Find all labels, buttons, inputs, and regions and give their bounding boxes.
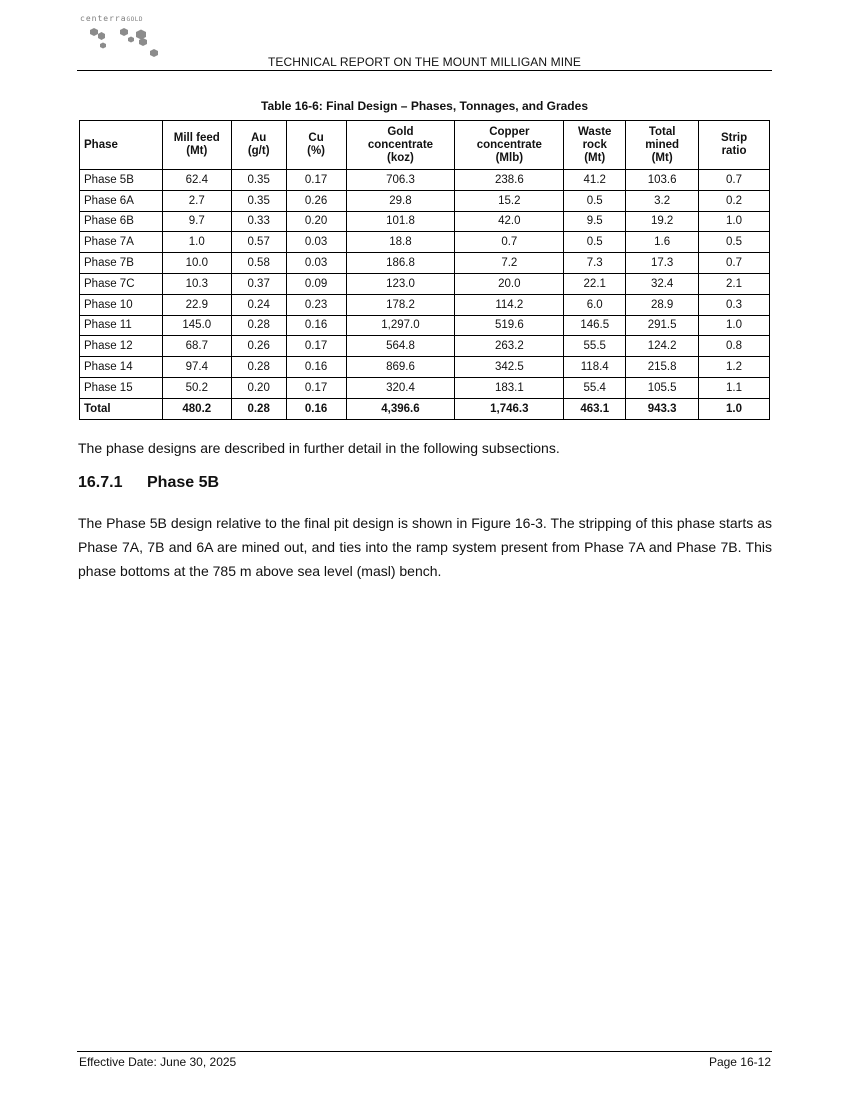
table-cell: 0.5 (699, 232, 770, 253)
section-title: Phase 5B (147, 474, 220, 491)
table-cell: 55.5 (564, 336, 626, 357)
table-cell: 15.2 (455, 190, 564, 211)
table-cell: 28.9 (626, 294, 699, 315)
table-cell: 0.28 (231, 315, 286, 336)
table-cell: 6.0 (564, 294, 626, 315)
col-header-gold-concentrate: Gold concentrate (koz) (346, 121, 455, 170)
table-cell: 0.20 (231, 377, 286, 398)
intro-paragraph: The phase designs are described in further detail in the following subsections. (78, 440, 560, 456)
table-cell: 1.0 (699, 315, 770, 336)
table-cell: 7.3 (564, 253, 626, 274)
body-paragraph: The Phase 5B design relative to the final pit design is shown in Figure 16-3. The stripping of this phase starts as Phase 7A, 7B and 6A are mined out, and ties into the ramp system present from Phase 7A and Phase 7B. This phase bottoms at the 785 m above sea level (masl) bench. (78, 515, 772, 579)
table-cell-phase: Total (80, 398, 163, 419)
table-cell: 0.23 (286, 294, 346, 315)
table-cell: 1.2 (699, 357, 770, 378)
table-cell: 118.4 (564, 357, 626, 378)
table-cell: 519.6 (455, 315, 564, 336)
table-row (80, 211, 770, 232)
table-cell: 263.2 (455, 336, 564, 357)
table-row (80, 357, 770, 378)
table-cell: 463.1 (564, 398, 626, 419)
table-cell: 18.8 (346, 232, 455, 253)
table-cell: 145.0 (162, 315, 231, 336)
table-cell: 0.16 (286, 357, 346, 378)
table-cell: 0.35 (231, 190, 286, 211)
table-cell: 9.7 (162, 211, 231, 232)
table-row (80, 190, 770, 211)
table-cell: 1.0 (162, 232, 231, 253)
table-cell: 0.03 (286, 232, 346, 253)
table-cell: 0.3 (699, 294, 770, 315)
table-cell: 0.09 (286, 273, 346, 294)
table-cell: 42.0 (455, 211, 564, 232)
table-cell: 291.5 (626, 315, 699, 336)
table-cell-phase: Phase 10 (80, 294, 163, 315)
col-header-phase: Phase (80, 121, 163, 170)
col-header-strip-ratio: Strip ratio (699, 121, 770, 170)
table-cell: 320.4 (346, 377, 455, 398)
table-cell: 103.6 (626, 170, 699, 191)
table-cell: 124.2 (626, 336, 699, 357)
table-cell-phase: Phase 11 (80, 315, 163, 336)
table-cell: 19.2 (626, 211, 699, 232)
table-cell: 55.4 (564, 377, 626, 398)
report-title: TECHNICAL REPORT ON THE MOUNT MILLIGAN MINE (267, 55, 581, 69)
table-cell: 17.3 (626, 253, 699, 274)
table-cell: 342.5 (455, 357, 564, 378)
table-cell: 97.4 (162, 357, 231, 378)
table-row (80, 253, 770, 274)
table-cell: 178.2 (346, 294, 455, 315)
table-cell-phase: Phase 5B (80, 170, 163, 191)
table-cell: 0.16 (286, 398, 346, 419)
table-cell: 0.28 (231, 357, 286, 378)
table-row (80, 273, 770, 294)
table-cell-phase: Phase 7C (80, 273, 163, 294)
table-cell: 20.0 (455, 273, 564, 294)
table-cell-phase: Phase 6A (80, 190, 163, 211)
table-cell: 564.8 (346, 336, 455, 357)
table-cell: 0.16 (286, 315, 346, 336)
table-cell: 0.33 (231, 211, 286, 232)
table-cell: 22.1 (564, 273, 626, 294)
table-cell: 0.17 (286, 377, 346, 398)
table-cell: 0.5 (564, 232, 626, 253)
table-cell: 0.17 (286, 170, 346, 191)
table-cell: 101.8 (346, 211, 455, 232)
table-cell: 0.26 (286, 190, 346, 211)
logo-wordmark (80, 14, 143, 23)
table-cell: 1.1 (699, 377, 770, 398)
table-header-row (80, 121, 770, 170)
section-heading (78, 474, 219, 492)
table-cell-phase: Phase 14 (80, 357, 163, 378)
table-cell: 0.7 (699, 170, 770, 191)
effective-date: Effective Date: June 30, 2025 (79, 1055, 237, 1069)
table-cell: 0.8 (699, 336, 770, 357)
table-cell: 706.3 (346, 170, 455, 191)
table-cell: 0.20 (286, 211, 346, 232)
table-cell: 0.2 (699, 190, 770, 211)
table-cell: 186.8 (346, 253, 455, 274)
table-cell: 183.1 (455, 377, 564, 398)
table-cell: 68.7 (162, 336, 231, 357)
table-cell: 1.0 (699, 211, 770, 232)
section-number: 16.7.1 (78, 474, 123, 491)
table-cell: 1,746.3 (455, 398, 564, 419)
table-cell: 0.57 (231, 232, 286, 253)
table-cell: 0.7 (455, 232, 564, 253)
table-row (80, 170, 770, 191)
table-body (80, 170, 770, 420)
col-header-total-mined: Total mined (Mt) (626, 121, 699, 170)
table-row (80, 315, 770, 336)
table-cell: 0.26 (231, 336, 286, 357)
table-cell: 22.9 (162, 294, 231, 315)
table-cell: 0.35 (231, 170, 286, 191)
table-cell-phase: Phase 7B (80, 253, 163, 274)
table-cell: 0.37 (231, 273, 286, 294)
table-cell: 114.2 (455, 294, 564, 315)
logo-text: centerra (80, 14, 127, 23)
table-cell: 0.24 (231, 294, 286, 315)
table-cell: 238.6 (455, 170, 564, 191)
table-cell-phase: Phase 12 (80, 336, 163, 357)
table-cell: 1.6 (626, 232, 699, 253)
table-cell: 10.0 (162, 253, 231, 274)
table-cell: 105.5 (626, 377, 699, 398)
table-cell: 3.2 (626, 190, 699, 211)
table-cell: 50.2 (162, 377, 231, 398)
table-cell: 1,297.0 (346, 315, 455, 336)
logo-subtext: GOLD (126, 16, 143, 23)
col-header-mill-feed: Mill feed (Mt) (162, 121, 231, 170)
col-header-copper-concentrate: Copper concentrate (Mlb) (455, 121, 564, 170)
table-total-row (80, 398, 770, 419)
table-cell: 0.03 (286, 253, 346, 274)
table-caption: Table 16-6: Final Design – Phases, Tonnages, and Grades (261, 99, 588, 113)
table-cell: 0.17 (286, 336, 346, 357)
table-row (80, 294, 770, 315)
footer-rule (77, 1051, 772, 1052)
table-cell: 146.5 (564, 315, 626, 336)
table-cell: 62.4 (162, 170, 231, 191)
table-cell: 943.3 (626, 398, 699, 419)
table-cell: 10.3 (162, 273, 231, 294)
table-cell: 123.0 (346, 273, 455, 294)
col-header-cu: Cu (%) (286, 121, 346, 170)
table-cell-phase: Phase 7A (80, 232, 163, 253)
table-cell: 869.6 (346, 357, 455, 378)
table-cell: 41.2 (564, 170, 626, 191)
phases-table (79, 120, 770, 420)
table-cell: 0.28 (231, 398, 286, 419)
table-row (80, 232, 770, 253)
col-header-waste-rock: Waste rock (Mt) (564, 121, 626, 170)
table-row (80, 377, 770, 398)
header-rule (77, 70, 772, 71)
table-cell: 480.2 (162, 398, 231, 419)
table-cell: 9.5 (564, 211, 626, 232)
table-row (80, 336, 770, 357)
table-cell: 0.5 (564, 190, 626, 211)
table-cell: 29.8 (346, 190, 455, 211)
table-cell-phase: Phase 15 (80, 377, 163, 398)
table-cell-phase: Phase 6B (80, 211, 163, 232)
table-cell: 2.1 (699, 273, 770, 294)
table-cell: 2.7 (162, 190, 231, 211)
table-cell: 7.2 (455, 253, 564, 274)
table-cell: 1.0 (699, 398, 770, 419)
col-header-au: Au (g/t) (231, 121, 286, 170)
table-cell: 4,396.6 (346, 398, 455, 419)
table-cell: 32.4 (626, 273, 699, 294)
page-number: Page 16-12 (708, 1055, 771, 1069)
table-cell: 0.58 (231, 253, 286, 274)
table-cell: 0.7 (699, 253, 770, 274)
table-cell: 215.8 (626, 357, 699, 378)
